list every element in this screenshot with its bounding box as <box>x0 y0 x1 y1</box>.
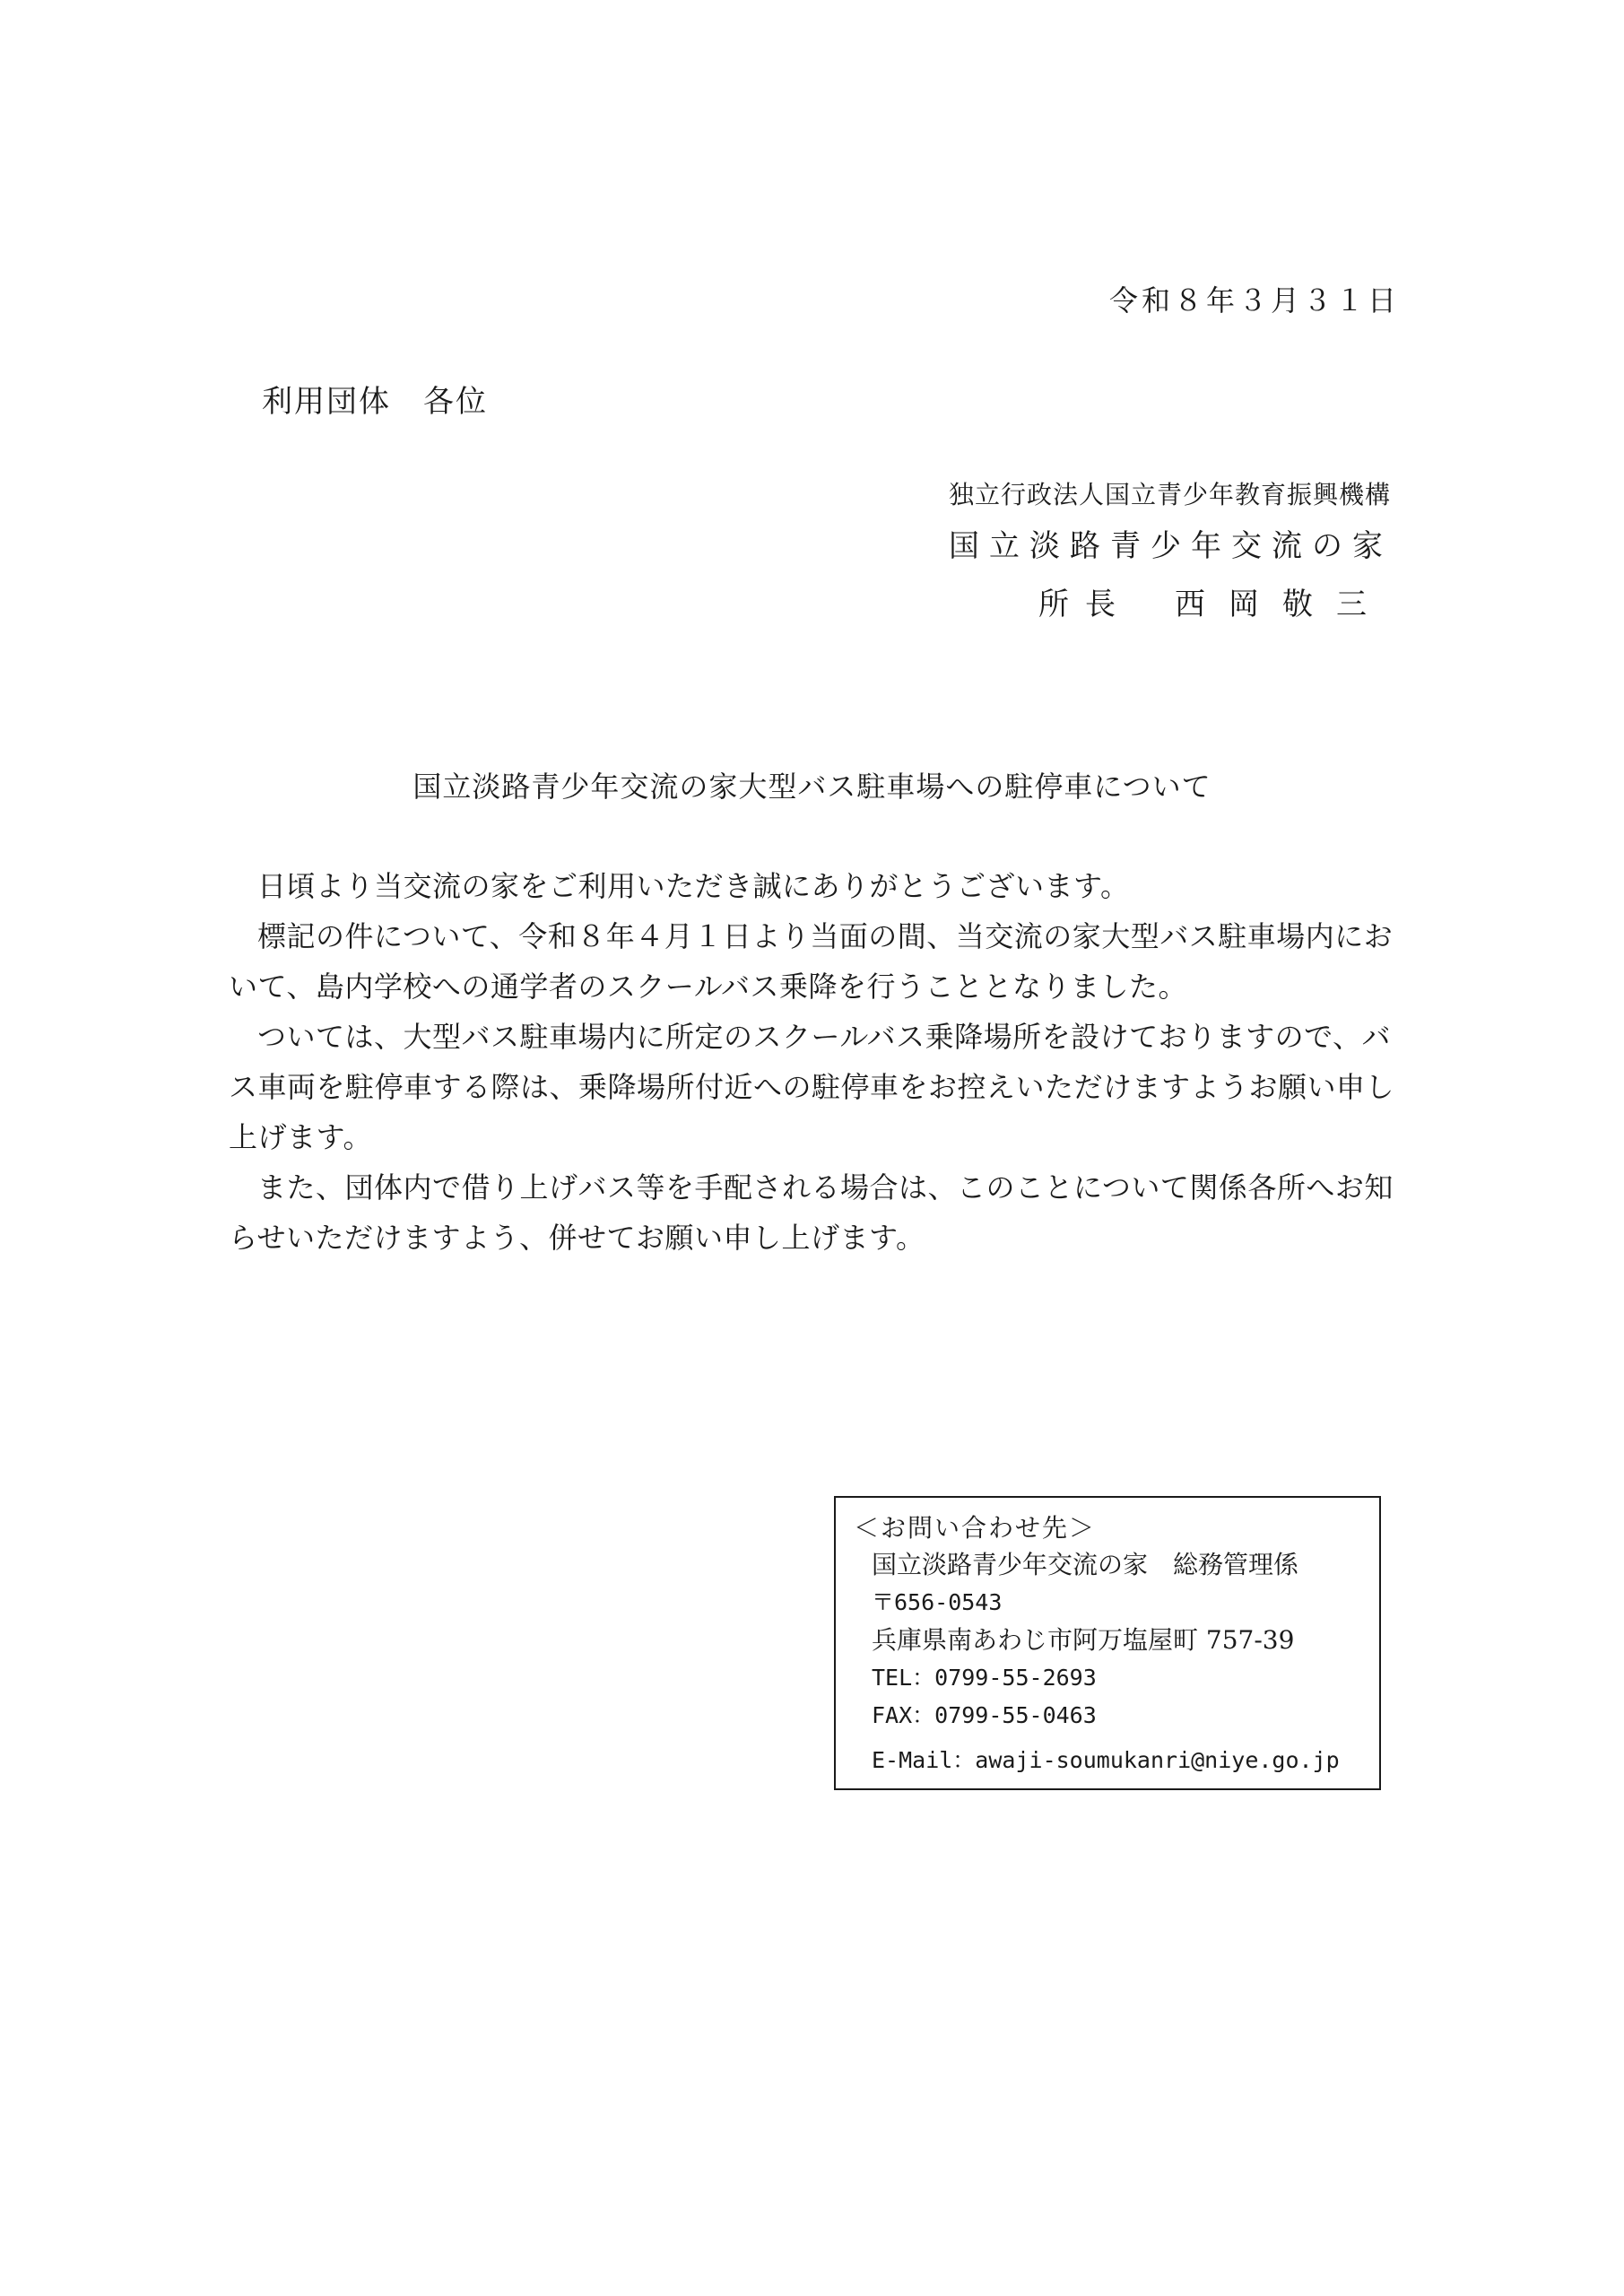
contact-postal-code: 〒656-0543 <box>872 1589 1003 1615</box>
sender-block <box>949 475 1406 631</box>
contact-tel: TEL：0799-55-2693 <box>872 1665 1097 1691</box>
contact-department: 国立淡路青少年交流の家 総務管理係 <box>872 1550 1299 1579</box>
body-paragraph: ついては、大型バス駐車場内に所定のスクールバス乗降場所を設けておりますので、バス車両を駐停車する際は、乗降場所付近への駐停車をお控えいただけますようお願い申し上げます。 <box>229 1020 1395 1154</box>
body-paragraph: また、団体内で借り上げバス等を手配される場合は、このことについて関係各所へお知らせいただけますよう、併せてお願い申し上げます。 <box>229 1170 1394 1255</box>
document-body <box>229 861 1394 1263</box>
contact-fax: FAX：0799-55-0463 <box>872 1702 1097 1728</box>
sender-facility: 国立淡路青少年交流の家 <box>949 528 1393 564</box>
director-title: 所長 <box>1038 587 1132 622</box>
body-paragraph: 標記の件について、令和８年４月１日より当面の間、当交流の家大型バス駐車場内において、島内学校への通学者のスクールバス乗降を行うこととなりました。 <box>229 919 1394 1004</box>
contact-box <box>834 1496 1381 1790</box>
contact-email: E-Mail：awaji-soumukanri@niye.go.jp <box>872 1747 1340 1773</box>
recipient-line: 利用団体 各位 <box>262 384 488 420</box>
document-date: 令和８年３月３１日 <box>1108 283 1400 317</box>
contact-heading: ＜お問い合わせ先＞ <box>854 1513 1097 1543</box>
document-subject: 国立淡路青少年交流の家大型バス駐車場への駐停車について <box>413 770 1211 804</box>
body-paragraph: 日頃より当交流の家をご利用いただき誠にありがとうございます。 <box>257 869 1130 903</box>
director-name: 西岡敬三 <box>1175 587 1390 622</box>
contact-address: 兵庫県南あわじ市阿万塩屋町 757-39 <box>872 1625 1295 1655</box>
sender-director <box>949 578 1406 631</box>
sender-organization: 独立行政法人国立青少年教育振興機構 <box>949 480 1392 509</box>
